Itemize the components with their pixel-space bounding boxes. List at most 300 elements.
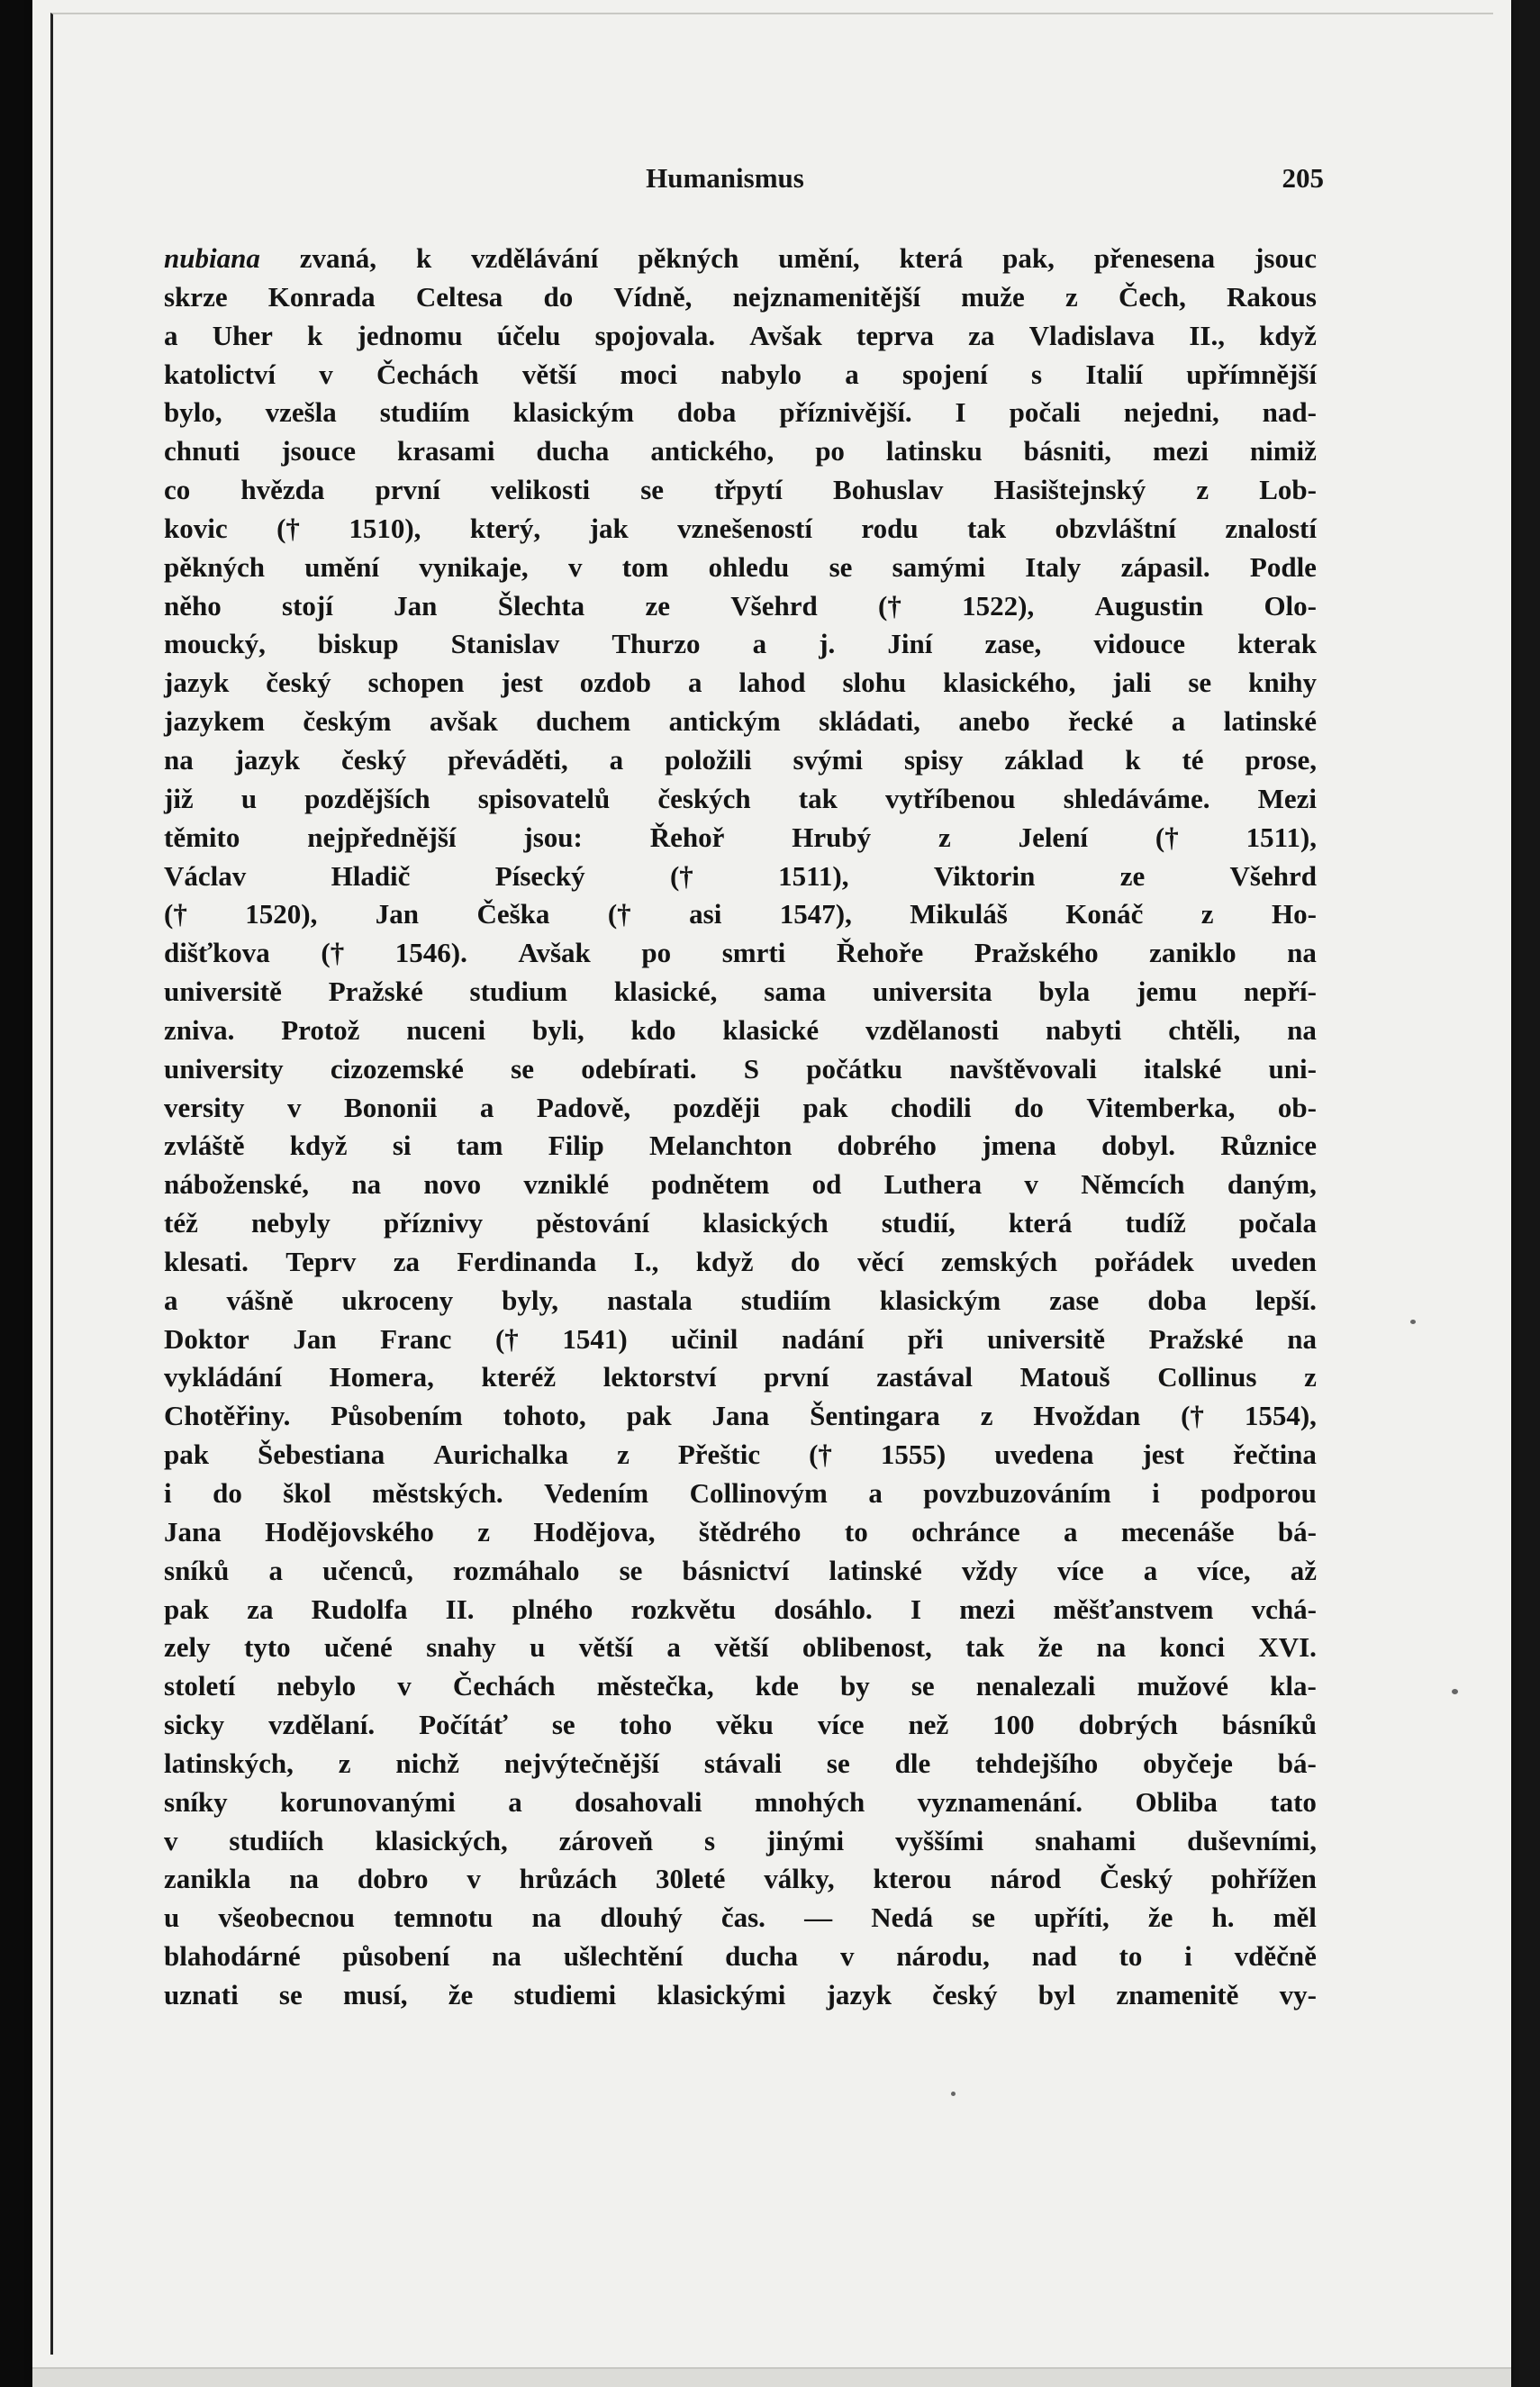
word: která bbox=[1008, 1207, 1073, 1239]
word: universitě bbox=[987, 1322, 1106, 1355]
word: lahod bbox=[738, 667, 806, 699]
word: v bbox=[1024, 1168, 1038, 1201]
word: kla- bbox=[1270, 1670, 1317, 1702]
word: jmena bbox=[982, 1130, 1056, 1162]
word: Vídně, bbox=[613, 280, 693, 313]
word: a bbox=[1143, 1554, 1158, 1586]
word: pak, bbox=[1002, 242, 1055, 274]
word: jazykem bbox=[164, 705, 265, 738]
word: II. bbox=[445, 1593, 475, 1625]
word: plného bbox=[512, 1593, 593, 1625]
word: kovic bbox=[164, 512, 228, 544]
word: jazyk bbox=[826, 1978, 892, 2010]
text-line bbox=[164, 1552, 1317, 1591]
scan-left-edge bbox=[0, 0, 32, 2387]
word: se bbox=[619, 1554, 643, 1586]
word: Uher bbox=[212, 319, 273, 351]
word: větší bbox=[578, 1631, 633, 1664]
word: počali bbox=[1009, 396, 1081, 429]
word: nejznamenitější bbox=[732, 280, 920, 313]
word: spisy bbox=[903, 743, 964, 776]
word: Franc bbox=[380, 1322, 452, 1355]
scan-speck bbox=[951, 2092, 956, 2096]
word: vy- bbox=[1279, 1978, 1317, 2010]
word: Ferdinanda bbox=[457, 1245, 597, 1277]
word: český bbox=[266, 667, 331, 699]
word: se bbox=[826, 1747, 850, 1779]
word: český bbox=[932, 1978, 998, 2010]
word: Rudolfa bbox=[311, 1593, 408, 1625]
word: tom bbox=[621, 550, 669, 583]
word: převáděti, bbox=[448, 743, 568, 776]
word: od bbox=[811, 1168, 842, 1201]
word: a bbox=[1063, 1515, 1078, 1547]
word: Hodějova, bbox=[533, 1515, 656, 1547]
word: S bbox=[743, 1052, 759, 1085]
word: Mikuláš bbox=[910, 898, 1008, 930]
word: Collinus bbox=[1157, 1361, 1257, 1393]
word: klasickým bbox=[879, 1284, 1001, 1316]
text-line bbox=[164, 1166, 1317, 1204]
word: 1546). bbox=[394, 937, 467, 969]
word: samými bbox=[892, 550, 985, 583]
word: jest bbox=[501, 667, 543, 699]
word: vyššími bbox=[895, 1824, 984, 1856]
word: městečka, bbox=[596, 1670, 714, 1702]
word: jest bbox=[1142, 1439, 1184, 1471]
word: Olo- bbox=[1264, 589, 1317, 622]
word: teprva bbox=[856, 319, 934, 351]
word: Ho- bbox=[1272, 898, 1317, 930]
word: a bbox=[609, 743, 624, 776]
text-line bbox=[164, 1899, 1317, 1938]
word: umění, bbox=[778, 242, 860, 274]
word: základ bbox=[1004, 743, 1084, 776]
word: nenalezali bbox=[975, 1670, 1096, 1702]
word: asi bbox=[689, 898, 722, 930]
word: studiemi bbox=[513, 1978, 617, 2010]
word: věku bbox=[716, 1709, 774, 1741]
word: nepří- bbox=[1244, 976, 1317, 1008]
word: I bbox=[955, 396, 966, 429]
word: († bbox=[878, 589, 901, 622]
word: všeobecnou bbox=[218, 1901, 355, 1934]
word: v bbox=[839, 1940, 855, 1973]
word: se bbox=[278, 1978, 303, 2010]
word: kdo bbox=[630, 1013, 676, 1046]
word: se bbox=[1188, 667, 1212, 699]
word: chtěli, bbox=[1168, 1013, 1241, 1046]
word: nebylo bbox=[276, 1670, 357, 1702]
text-line bbox=[164, 1860, 1317, 1899]
word: ob- bbox=[1277, 1091, 1317, 1123]
word: bá- bbox=[1277, 1747, 1317, 1779]
word: nimiž bbox=[1249, 435, 1317, 467]
word: pak bbox=[164, 1439, 209, 1471]
word: z bbox=[338, 1747, 351, 1779]
word: nabyti bbox=[1045, 1013, 1122, 1046]
word: shledáváme. bbox=[1063, 782, 1210, 814]
word: Jana bbox=[711, 1400, 770, 1432]
text-line bbox=[164, 1629, 1317, 1667]
word: mužové bbox=[1137, 1670, 1229, 1702]
page-number: 205 bbox=[1282, 162, 1324, 194]
page-bottom-edge bbox=[32, 2367, 1511, 2387]
word: uvedena bbox=[994, 1439, 1094, 1471]
word: zase, bbox=[984, 628, 1042, 660]
word: Hladič bbox=[331, 859, 411, 892]
word: Jiní bbox=[887, 628, 933, 660]
word: vyznamenání. bbox=[917, 1785, 1083, 1818]
text-line bbox=[164, 895, 1317, 934]
word: toho bbox=[619, 1709, 673, 1741]
word: italské bbox=[1144, 1052, 1222, 1085]
text-line bbox=[164, 1243, 1317, 1282]
word: za bbox=[968, 319, 995, 351]
word: na bbox=[1096, 1631, 1127, 1664]
word: Obliba bbox=[1135, 1785, 1218, 1818]
word: chodili bbox=[891, 1091, 972, 1123]
word: uznati bbox=[164, 1978, 239, 2010]
word: více, bbox=[1197, 1554, 1251, 1586]
word: Všehrd bbox=[1229, 859, 1317, 892]
word: příznivy bbox=[383, 1207, 484, 1239]
word: v bbox=[287, 1091, 302, 1123]
word: něho bbox=[164, 589, 222, 622]
word: a bbox=[752, 628, 767, 660]
word: i bbox=[1152, 1477, 1160, 1509]
word: k bbox=[307, 319, 323, 351]
word: co bbox=[164, 474, 191, 506]
word: oblibenost, bbox=[802, 1631, 932, 1664]
word: zároveň bbox=[558, 1824, 654, 1856]
word: Rakous bbox=[1227, 280, 1317, 313]
word: u bbox=[240, 782, 258, 814]
word: a bbox=[687, 667, 702, 699]
word: musí, bbox=[342, 1978, 408, 2010]
word: († bbox=[1155, 821, 1179, 853]
word: h. bbox=[1211, 1901, 1235, 1934]
word: antickým bbox=[668, 705, 781, 738]
text-line bbox=[164, 510, 1317, 549]
word: nejedni, bbox=[1123, 396, 1219, 429]
text-line bbox=[164, 1321, 1317, 1359]
word: Podle bbox=[1249, 550, 1317, 583]
word: té bbox=[1182, 743, 1204, 776]
word: větší bbox=[521, 358, 577, 390]
text-line bbox=[164, 278, 1317, 317]
word: obzvláštní bbox=[1055, 512, 1176, 544]
word: studium bbox=[469, 976, 568, 1008]
text-line bbox=[164, 858, 1317, 896]
word: († bbox=[494, 1322, 519, 1355]
word: konci bbox=[1159, 1631, 1225, 1664]
word: cizozemské bbox=[330, 1052, 464, 1085]
word: stávali bbox=[703, 1747, 783, 1779]
word: Čechách bbox=[376, 358, 479, 390]
word: se bbox=[910, 1670, 935, 1702]
word: tudíž bbox=[1125, 1207, 1186, 1239]
word: biskup bbox=[317, 628, 399, 660]
word: klasických bbox=[702, 1207, 829, 1239]
word: básniti, bbox=[1023, 435, 1112, 467]
word: knihy bbox=[1248, 667, 1317, 699]
word: i bbox=[164, 1477, 172, 1509]
running-title: Humanismus bbox=[646, 162, 804, 194]
word: Čech, bbox=[1118, 280, 1186, 313]
word: dlouhý bbox=[600, 1901, 683, 1934]
word: temnotu bbox=[394, 1901, 494, 1934]
word: († bbox=[809, 1439, 832, 1471]
word: vynikaje, bbox=[419, 550, 529, 583]
text-line bbox=[164, 1938, 1317, 1976]
word: vděčně bbox=[1234, 1940, 1317, 1973]
word: sicky bbox=[164, 1709, 225, 1741]
word: na bbox=[531, 1901, 562, 1934]
word: vášně bbox=[226, 1284, 294, 1316]
word: v bbox=[164, 1824, 178, 1856]
word: čas. bbox=[720, 1901, 765, 1934]
word: zely bbox=[164, 1631, 211, 1664]
word: latinské bbox=[1223, 705, 1317, 738]
word: 1547), bbox=[779, 898, 852, 930]
word: více bbox=[817, 1709, 865, 1741]
word: bylo, bbox=[164, 396, 222, 429]
word: studií, bbox=[881, 1207, 956, 1239]
word: latinské bbox=[829, 1554, 922, 1586]
word: 1541) bbox=[562, 1322, 628, 1355]
word: ukroceny bbox=[341, 1284, 454, 1316]
text-line bbox=[164, 240, 1317, 278]
word: v bbox=[567, 550, 583, 583]
word: z bbox=[617, 1439, 630, 1471]
word: vidouce bbox=[1093, 628, 1186, 660]
word: doba bbox=[676, 396, 737, 429]
word: ducha bbox=[725, 1940, 799, 1973]
word: — bbox=[804, 1901, 833, 1934]
word: to bbox=[844, 1515, 868, 1547]
word: universitě bbox=[164, 976, 282, 1008]
word: to bbox=[1119, 1940, 1143, 1973]
word: těmito bbox=[164, 821, 240, 853]
word: nad- bbox=[1262, 396, 1317, 429]
word: z bbox=[477, 1515, 490, 1547]
word: a bbox=[479, 1091, 494, 1123]
word: († bbox=[276, 512, 300, 544]
word: třpytí bbox=[714, 474, 783, 506]
word: řečtina bbox=[1232, 1439, 1317, 1471]
word: podnětem bbox=[651, 1168, 770, 1201]
word: byli, bbox=[531, 1013, 584, 1046]
word: 1554), bbox=[1244, 1400, 1317, 1432]
word: než bbox=[908, 1709, 949, 1741]
word: rozmáhalo bbox=[452, 1554, 580, 1586]
word: Avšak bbox=[749, 319, 822, 351]
word: jsouc bbox=[1255, 242, 1317, 274]
word: byla bbox=[1038, 976, 1091, 1008]
word: avšak bbox=[429, 705, 498, 738]
word: s bbox=[704, 1824, 716, 1856]
word: velikosti bbox=[490, 474, 591, 506]
word: zemských bbox=[940, 1245, 1058, 1277]
word: nuceni bbox=[406, 1013, 486, 1046]
word: když bbox=[1259, 319, 1317, 351]
word: nichž bbox=[395, 1747, 459, 1779]
word: by bbox=[840, 1670, 870, 1702]
word: učené bbox=[324, 1631, 393, 1664]
word: do bbox=[543, 280, 574, 313]
word: v bbox=[319, 358, 333, 390]
word: Italy bbox=[1025, 550, 1082, 583]
word: tehdejšího bbox=[975, 1747, 1099, 1779]
word: ze bbox=[1119, 859, 1146, 892]
word: kteréž bbox=[481, 1361, 557, 1393]
word: pohřížen bbox=[1210, 1863, 1317, 1895]
text-line bbox=[164, 317, 1317, 356]
word: snahami bbox=[1035, 1824, 1137, 1856]
word: kde bbox=[755, 1670, 799, 1702]
text-line bbox=[164, 780, 1317, 819]
word: daným, bbox=[1227, 1168, 1317, 1201]
word: měl bbox=[1273, 1901, 1317, 1934]
word: spojení bbox=[901, 358, 988, 390]
word: zase bbox=[1049, 1284, 1100, 1316]
text-line bbox=[164, 1050, 1317, 1089]
word: lepší. bbox=[1255, 1284, 1317, 1316]
word: že bbox=[1037, 1631, 1064, 1664]
word: I., bbox=[633, 1245, 659, 1277]
word: Hvoždan bbox=[1033, 1400, 1141, 1432]
word: Řehoř bbox=[649, 821, 725, 853]
word: Vitemberka, bbox=[1086, 1091, 1236, 1123]
word: znamenitě bbox=[1116, 1978, 1239, 2010]
word: zvláště bbox=[164, 1130, 245, 1162]
word: dobrého bbox=[837, 1130, 937, 1162]
word: moci bbox=[620, 358, 678, 390]
word: nabylo bbox=[720, 358, 802, 390]
word: věcí bbox=[856, 1245, 904, 1277]
word: se bbox=[640, 474, 665, 506]
word: Konrada bbox=[267, 280, 376, 313]
word: Šebestiana bbox=[257, 1439, 385, 1471]
word: Teprv bbox=[285, 1245, 357, 1277]
word: jazyk bbox=[164, 667, 230, 699]
word: tato bbox=[1270, 1785, 1317, 1818]
word: k bbox=[1125, 743, 1141, 776]
word: i bbox=[1184, 1940, 1192, 1973]
word: nejvýtečnější bbox=[503, 1747, 660, 1779]
word: tak bbox=[965, 1631, 1005, 1664]
text-line bbox=[164, 1358, 1317, 1397]
text-line bbox=[164, 741, 1317, 780]
word: tohoto, bbox=[503, 1400, 586, 1432]
word: nastala bbox=[607, 1284, 693, 1316]
word: na bbox=[1287, 1322, 1317, 1355]
word: tyto bbox=[244, 1631, 291, 1664]
word: dosahovali bbox=[575, 1785, 702, 1818]
word: († bbox=[164, 898, 187, 930]
word: Augustin bbox=[1094, 589, 1204, 622]
word: pěstování bbox=[536, 1207, 650, 1239]
word: přenesena bbox=[1093, 242, 1216, 274]
word: byl bbox=[1037, 1978, 1076, 2010]
word: českých bbox=[657, 782, 751, 814]
word: Konáč bbox=[1065, 898, 1144, 930]
word: anebo bbox=[958, 705, 1030, 738]
word: Václav bbox=[164, 859, 247, 892]
word: českým bbox=[303, 705, 392, 738]
word: jsou: bbox=[523, 821, 583, 853]
word: účelu bbox=[496, 319, 561, 351]
word: uni- bbox=[1268, 1052, 1317, 1085]
word: a bbox=[1171, 705, 1186, 738]
word: při bbox=[907, 1322, 944, 1355]
word: později bbox=[673, 1091, 761, 1123]
word: smrti bbox=[721, 937, 786, 969]
word: dosáhlo. bbox=[774, 1593, 873, 1625]
word: též bbox=[164, 1207, 198, 1239]
word: upřímnější bbox=[1186, 358, 1317, 390]
word: z bbox=[1200, 898, 1214, 930]
word: za bbox=[247, 1593, 274, 1625]
word: básnictví bbox=[682, 1554, 790, 1586]
word: vzdělanosti bbox=[865, 1013, 1000, 1046]
text-line bbox=[164, 587, 1317, 626]
word: již bbox=[164, 782, 194, 814]
word: na bbox=[492, 1940, 521, 1973]
word: dišťkova bbox=[164, 937, 270, 969]
word: mezi bbox=[959, 1593, 1016, 1625]
word: ochránce bbox=[911, 1515, 1020, 1547]
word: Pražské bbox=[328, 976, 423, 1008]
word: latinských, bbox=[164, 1747, 294, 1779]
word: mnohých bbox=[754, 1785, 865, 1818]
word: z bbox=[1064, 280, 1078, 313]
word: ducha bbox=[536, 435, 610, 467]
text-line bbox=[164, 356, 1317, 395]
word: Působením bbox=[331, 1400, 463, 1432]
text-line bbox=[164, 819, 1317, 858]
word: do bbox=[213, 1477, 242, 1509]
word: nejpřednější bbox=[307, 821, 457, 853]
text-line bbox=[164, 1282, 1317, 1321]
word: spojovala. bbox=[594, 319, 716, 351]
word: příznivější. bbox=[779, 396, 912, 429]
word: vznešeností bbox=[677, 512, 812, 544]
word: klasické bbox=[722, 1013, 820, 1046]
word: učinil bbox=[671, 1322, 738, 1355]
word: pořádek bbox=[1094, 1245, 1194, 1277]
word: Avšak bbox=[518, 937, 591, 969]
word: městských. bbox=[372, 1477, 503, 1509]
word: Šlechta bbox=[497, 589, 585, 622]
word: klasickými bbox=[657, 1978, 786, 2010]
word: vytříbenou bbox=[884, 782, 1016, 814]
word: klesati. bbox=[164, 1245, 249, 1277]
word: Italií bbox=[1085, 358, 1144, 390]
text-line bbox=[164, 1127, 1317, 1166]
word: Stanislav bbox=[450, 628, 560, 660]
word: zvaná, bbox=[299, 242, 377, 274]
word: kterak bbox=[1237, 628, 1317, 660]
word: po bbox=[815, 435, 845, 467]
text-line bbox=[164, 1745, 1317, 1783]
word: za bbox=[393, 1245, 420, 1277]
word: a bbox=[164, 319, 178, 351]
text-line bbox=[164, 1397, 1317, 1436]
word: náboženské, bbox=[164, 1168, 310, 1201]
word: studiím bbox=[740, 1284, 831, 1316]
